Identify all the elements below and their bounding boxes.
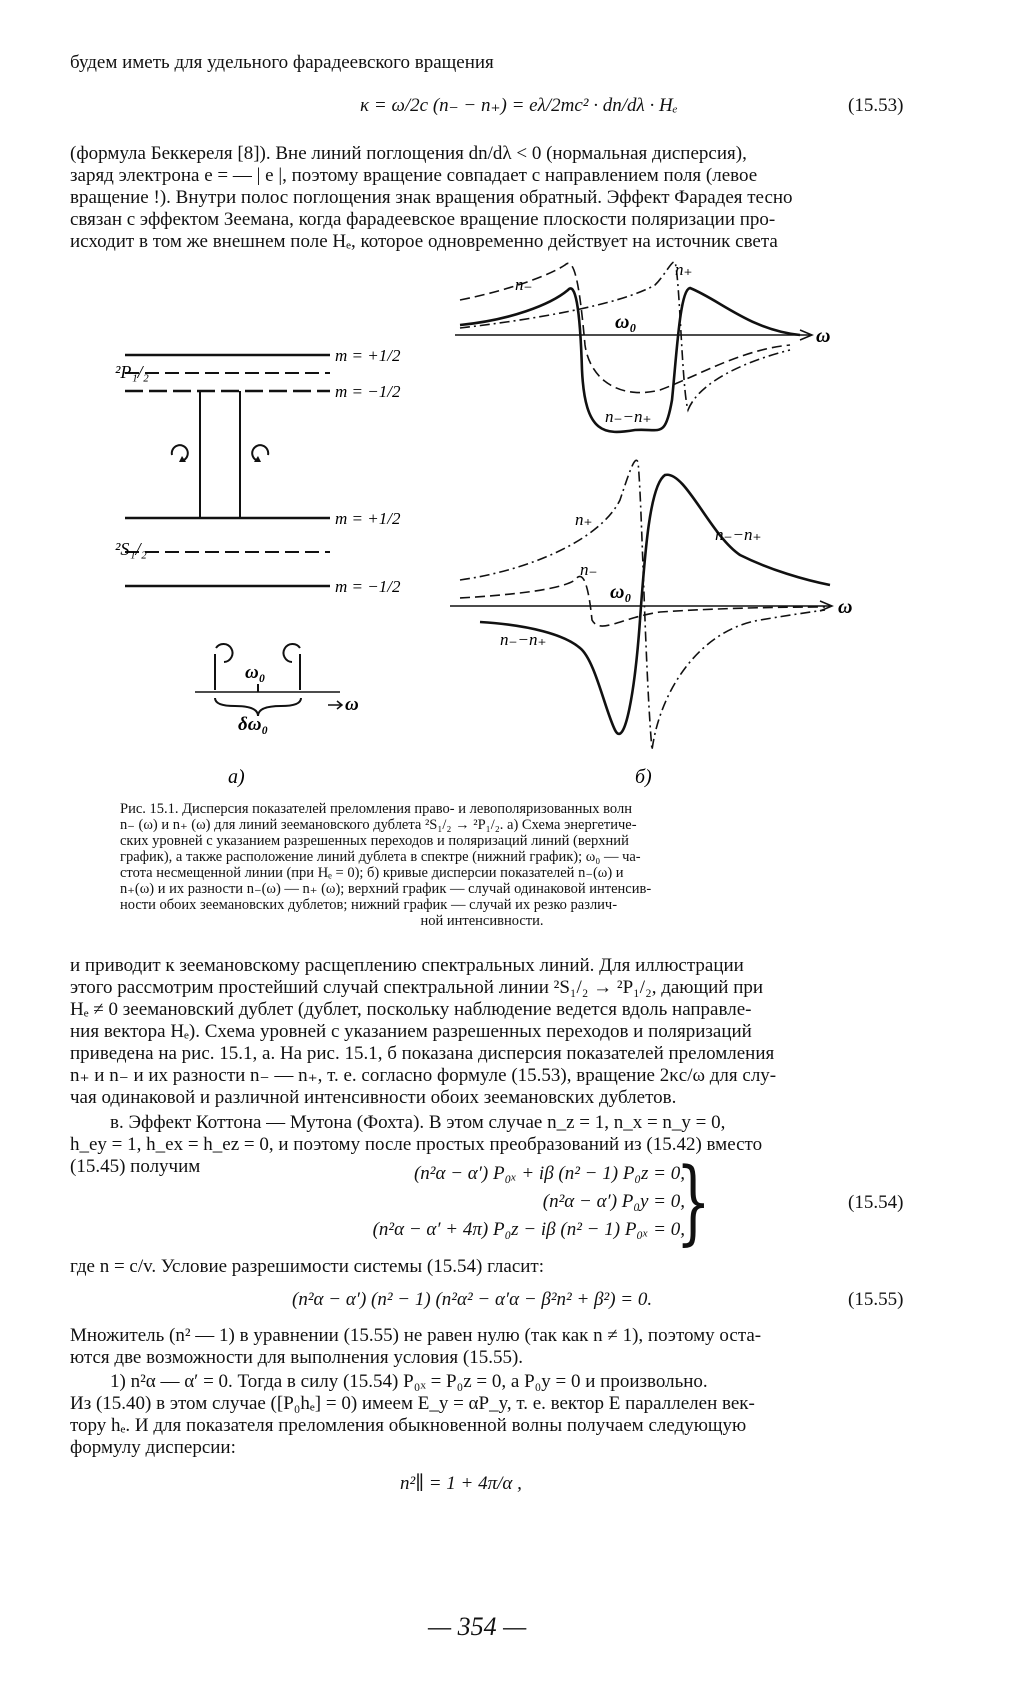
plot-label: n₊ — [675, 260, 693, 279]
plot-label: ω — [838, 596, 853, 618]
plot-label: n₊ — [575, 510, 593, 529]
intro-line: будем иметь для удельного фарадеевского вращения — [70, 52, 494, 73]
caption-line: ских уровней с указанием разрешенных переходов и поляризаций линий (верхний — [120, 833, 629, 849]
system-brace: } — [675, 1148, 711, 1255]
text-line: тору hₑ. И для показателя преломления обыкновенной волны получаем следующую — [70, 1415, 747, 1436]
text-line: ния вектора Hₑ). Схема уровней с указанием разрешенных переходов и поляризаций — [70, 1021, 752, 1042]
text-line: заряд электрона e = — | e |, поэтому вращение совпадает с направлением поля (левое — [70, 165, 758, 186]
text-line: формулу дисперсии: — [70, 1437, 236, 1458]
equation-dispersion: n²∥ = 1 + 4π/α , — [400, 1473, 522, 1494]
text-line: 1) n²α — α′ = 0. Тогда в силу (15.54) P₀ₓ = P₀z = 0, а P₀y = 0 и произвольно. — [110, 1371, 708, 1392]
curve-n-plus — [460, 262, 790, 410]
text-line: исходит в том же внешнем поле Hₑ, которое одновременно действует на источник света — [70, 231, 778, 252]
equation-15-54-line3: (n²α − α′ + 4π) P₀z − iβ (n² − 1) P₀ₓ = 0, — [372, 1219, 685, 1240]
dispersion-plot-bottom — [450, 460, 852, 750]
where-line: где n = c/v. Условие разрешимости системы (15.54) гласит: — [70, 1256, 545, 1277]
equation-15-54-line2: (n²α − α′) P₀y = 0, — [542, 1191, 685, 1212]
curve-n-plus — [460, 460, 825, 750]
plot-label: ω — [816, 325, 831, 347]
omega-arrow-icon — [328, 701, 342, 709]
plot-label: n₋−n₊ — [715, 525, 762, 544]
text-line: связан с эффектом Зеемана, когда фарадеевское вращение плоскости поляризации про- — [70, 209, 776, 230]
text-line: (формула Беккереля [8]). Вне линий поглощения dn/dλ < 0 (нормальная дисперсия), — [70, 143, 747, 164]
equation-number-15-54: (15.54) — [848, 1192, 904, 1213]
polarization-arrow-left-icon — [172, 445, 188, 460]
equation-number-15-55: (15.55) — [848, 1289, 904, 1310]
plot-label: n₋−n₊ — [500, 630, 547, 649]
delta-omega0-label: δω₀ — [238, 714, 269, 735]
text-line: (15.45) получим — [70, 1156, 201, 1177]
plot-label: ω₀ — [610, 581, 632, 603]
energy-level-diagram — [115, 346, 401, 788]
text-line: вращение !). Внутри полос поглощения знак вращения обратный. Эффект Фарадея тесно — [70, 187, 793, 208]
spectrum-arrow-left-icon — [216, 644, 232, 662]
text-line: ются две возможности для выполнения условия (15.55). — [70, 1347, 524, 1368]
paragraph-5 — [70, 1371, 910, 1459]
page-number: — 354 — — [428, 1612, 527, 1641]
text-line: чая одинаковой и различной интенсивности обоих зеемановских дублетов. — [70, 1087, 677, 1108]
caption-line: ной интенсивности. — [420, 913, 544, 929]
m-label: m = +1/2 — [335, 346, 401, 365]
paragraph-4 — [70, 1325, 910, 1369]
figure-caption — [120, 801, 844, 929]
caption-line: n₊(ω) и их разности n₋(ω) — n₊ (ω); верхний график — случай одинаковой интенсив- — [120, 881, 652, 897]
text-line: этого рассмотрим простейший случай спектральной линии ²S₁/₂ → ²P₁/₂, дающий при — [70, 977, 764, 998]
equation-15-53: κ = ω/2c (n₋ − n₊) = eλ/2mc² · dn/dλ · Hₑ — [360, 95, 678, 116]
plot-label: ω₀ — [615, 311, 637, 333]
equation-15-55: (n²α − α′) (n² − 1) (n²α² − α′α − β²n² + β²) = 0. — [292, 1289, 653, 1310]
curve-difference-upper — [640, 475, 830, 620]
m-label: m = +1/2 — [335, 509, 401, 528]
plot-label: n₋ — [580, 560, 598, 579]
text-line: приведена на рис. 15.1, а. На рис. 15.1, б показана дисперсия показателей преломления — [70, 1043, 775, 1064]
plot-label: n₋−n₊ — [605, 407, 652, 426]
text-line: h_ey = 1, h_ex = h_ez = 0, и поэтому после простых преобразований из (15.42) вместо — [70, 1134, 763, 1155]
text-line: Hₑ ≠ 0 зеемановский дублет (дублет, поскольку наблюдение ведется вдоль направле- — [70, 999, 752, 1020]
m-label: m = −1/2 — [335, 577, 401, 596]
label-2s: ²S₁/₂ — [115, 539, 147, 559]
caption-line: ности обоих зеемановских дублетов; нижний график — случай их резко различ- — [120, 897, 618, 913]
dispersion-plot-top — [455, 260, 830, 432]
panel-label-a: а) — [228, 766, 245, 788]
caption-line: n₋ (ω) и n₊ (ω) для линий зеемановского дублета ²S₁/₂ → ²P₁/₂. а) Схема энергетиче- — [120, 817, 637, 833]
text-line: Из (15.40) в этом случае ([P₀hₑ] = 0) имеем E_y = αP_y, т. е. вектор E параллелен век- — [70, 1393, 755, 1414]
spectrum-arrow-right-icon — [284, 644, 300, 662]
omega-label: ω — [345, 694, 359, 715]
omega0-label: ω₀ — [245, 662, 266, 683]
equation-15-54-line1: (n²α − α′) P₀ₓ + iβ (n² − 1) P₀z = 0, — [413, 1163, 685, 1184]
caption-line: Рис. 15.1. Дисперсия показателей преломления право- и левополяризованных волн — [120, 801, 632, 817]
paragraph-1 — [70, 143, 910, 253]
text-line: и приводит к зеемановскому расщеплению спектральных линий. Для иллюстрации — [70, 955, 744, 976]
polarization-arrow-right-icon — [252, 445, 268, 460]
text-line: n₊ и n₋ и их разности n₋ — n₊, т. е. согласно формуле (15.53), вращение 2κc/ω для слу- — [70, 1065, 777, 1086]
text-line: в. Эффект Коттона — Мутона (Фохта). В этом случае n_z = 1, n_x = n_y = 0, — [110, 1112, 726, 1133]
m-label: m = −1/2 — [335, 382, 401, 401]
figure-15-1 — [60, 250, 860, 795]
caption-line: стота несмещенной линии (при Hₑ = 0); б) кривые дисперсии показателей n₋(ω) и — [120, 865, 624, 881]
plot-label: n₋ — [515, 275, 533, 294]
panel-label-b: б) — [635, 766, 652, 788]
equation-number-15-53: (15.53) — [848, 95, 904, 116]
label-2p: ²P₁/₂ — [115, 362, 149, 382]
caption-line: график), а также расположение линий дублета в спектре (нижний график); ω₀ — ча- — [120, 849, 641, 865]
paragraph-2 — [70, 955, 910, 1109]
text-line: Множитель (n² — 1) в уравнении (15.55) не равен нулю (так как n ≠ 1), поэтому оста- — [70, 1325, 762, 1346]
